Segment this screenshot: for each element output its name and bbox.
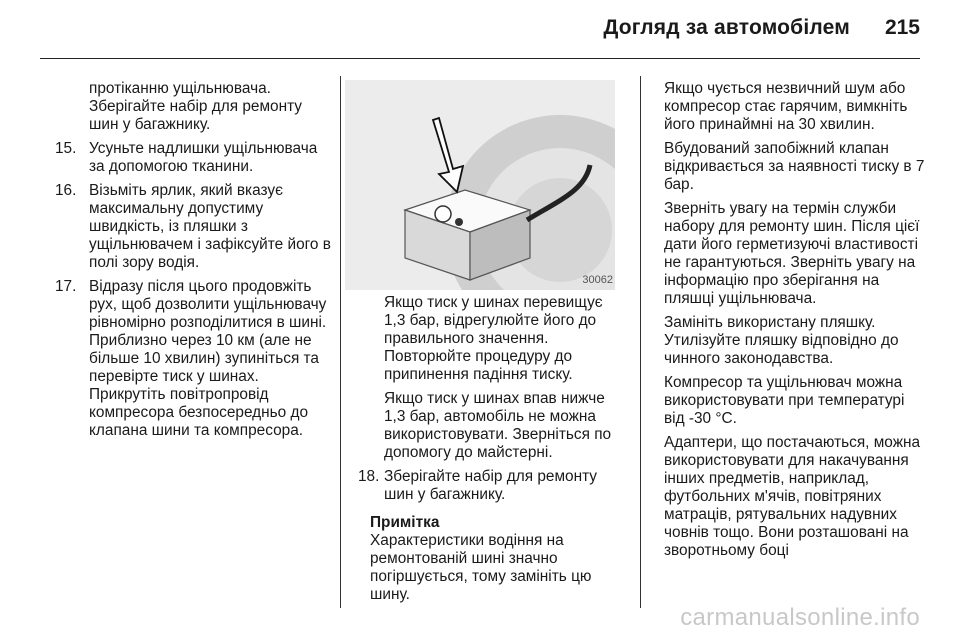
paragraph: Якщо чується незвичний шум або компресор стає гарячим, вимкніть його принаймні на 30 хвилин. xyxy=(664,80,908,133)
paragraph: Якщо тиск у шинах перевищує 1,3 бар, відрегулюйте його до правильного значення. Повторюйте процедуру до припинення падіння тиску. xyxy=(384,294,603,383)
step-number: 18. xyxy=(358,468,380,485)
step-number: 17. xyxy=(55,278,77,295)
column-divider-right xyxy=(640,76,641,608)
paragraph: Вбудований запобіжний клапан відкривається за наявності тиску в 7 бар. xyxy=(664,140,925,193)
list-item xyxy=(55,278,335,440)
page-number: 215 xyxy=(884,16,920,39)
step-number: 16. xyxy=(55,182,77,199)
note-title: Примітка xyxy=(370,514,440,531)
paragraph: Якщо тиск у шинах впав нижче 1,3 бар, автомобіль не можна використовувати. Зверніться по допомогу до майстерні. xyxy=(384,390,612,461)
list-item xyxy=(55,182,335,272)
step-text: Зберігайте набір для ремонту шин у багажнику. xyxy=(384,468,597,503)
paragraph: Зверніть увагу на термін служби набору для ремонту шин. Після цієї дати його герметизуючі властивості не гарантуються. Зверніть увагу на інформацію про зберігання на пляшці ущільнювача. xyxy=(664,200,920,307)
section-title: Догляд за автомобілем xyxy=(603,16,850,39)
step-text: Усуньте надлишки ущільнювача за допомогою тканини. xyxy=(89,140,318,175)
list-item xyxy=(55,140,335,176)
column-middle xyxy=(358,294,628,604)
column-right xyxy=(664,80,926,566)
column-left xyxy=(55,80,335,446)
figure-number: 30062 xyxy=(582,274,613,286)
step-number: 15. xyxy=(55,140,77,157)
page-header xyxy=(0,0,960,62)
paragraph: Компресор та ущільнювач можна використовувати при температурі від -30 °C. xyxy=(664,374,905,427)
header-rule xyxy=(40,58,920,59)
compressor-illustration xyxy=(345,80,615,290)
compressor-tire-icon xyxy=(345,80,615,290)
watermark: carmanualsonline.info xyxy=(680,604,920,631)
note-text: Характеристики водіння на ремонтованій шині значно погіршується, тому замініть цю шину. xyxy=(370,532,592,603)
list-item xyxy=(358,468,628,504)
lead-paragraph: протіканню ущільнювача. Зберігайте набір для ремонту шин у багажнику. xyxy=(89,80,302,133)
step-text: Відразу після цього продовжіть рух, щоб дозволити ущільнювачу рівномірно розподілитися в шині. Приблизно через 10 км (але не більше 10 хвилин) зупиніться та перевірте тиск у шинах. Прикрутіть повітропровід компресора безпосередньо до клапана шини та компресора. xyxy=(89,278,327,439)
paragraph: Адаптери, що постачаються, можна використовувати для накачування інших предметів, наприклад, футбольних м'ячів, повітряних матраців, рятувальних надувних човнів тощо. Вони розташовані на зворотньому боці xyxy=(664,434,921,559)
paragraph: Замініть використану пляшку. Утилізуйте пляшку відповідно до чинного законодавства. xyxy=(664,314,899,367)
column-divider-left xyxy=(340,76,341,608)
step-text: Візьміть ярлик, який вказує максимальну допустиму швидкість, із пляшки з ущільнювачем і зафіксуйте його в полі зору водія. xyxy=(89,182,331,271)
